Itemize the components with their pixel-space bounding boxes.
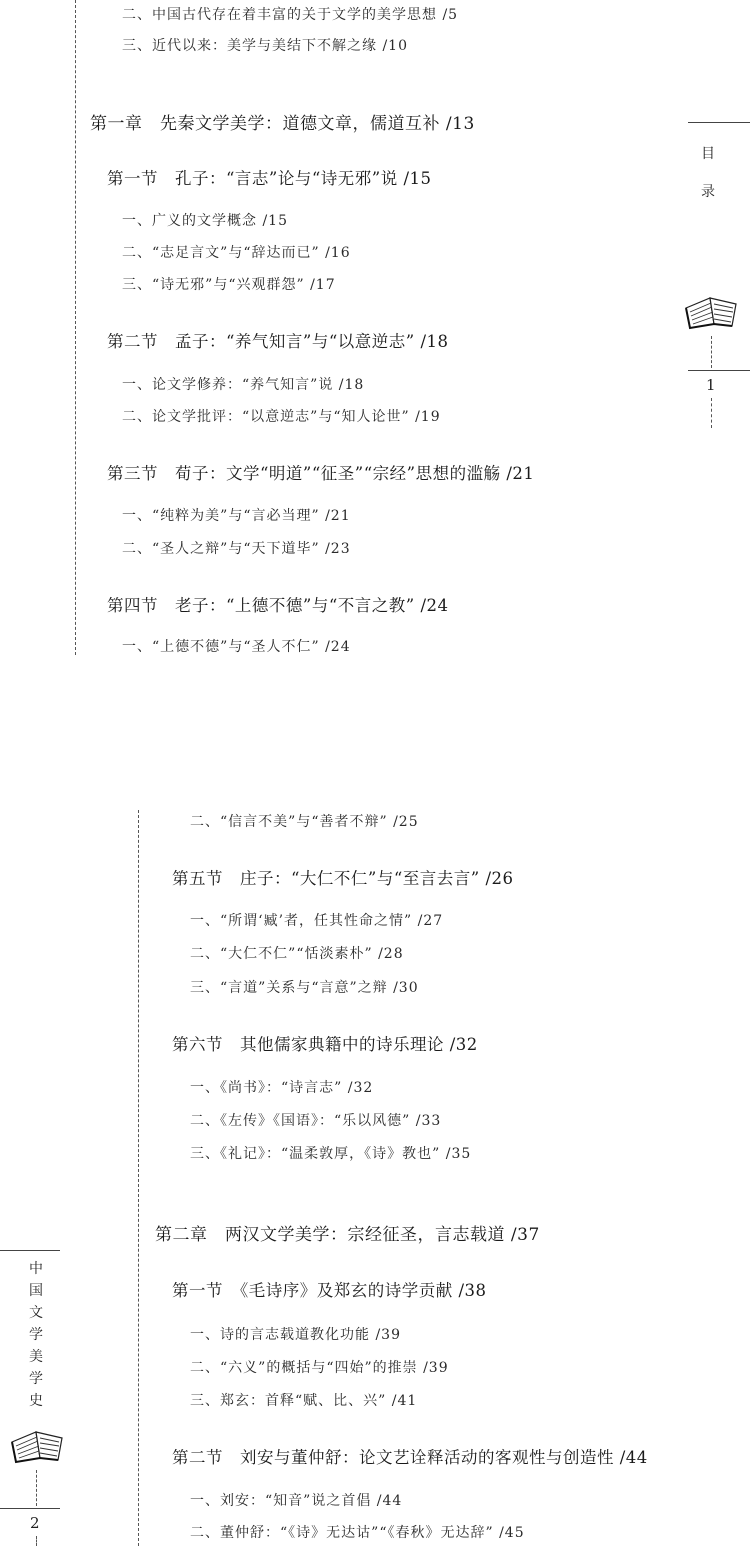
side-bottom-rule [0, 1508, 60, 1509]
section-heading: 第一节 孔子：“言志”论与“诗无邪”说 /15 [107, 169, 432, 188]
toc-page-1 [0, 0, 750, 660]
toc-entry: 二、论文学批评：“以意逆志”与“知人论世” /19 [122, 409, 441, 425]
page-number: 1 [706, 376, 716, 394]
section-heading: 第三节 荀子：文学“明道”“征圣”“宗经”思想的滥觞 /21 [107, 464, 535, 483]
section-heading: 第四节 老子：“上德不德”与“不言之教” /24 [107, 596, 449, 615]
side-top-rule [0, 1250, 60, 1251]
toc-entry: 二、董仲舒：“《诗》无达诂”“《春秋》无达辞” /45 [190, 1525, 525, 1541]
toc-entry: 二、“六义”的概括与“四始”的推崇 /39 [190, 1360, 449, 1376]
side-label-char: 文 [29, 1305, 43, 1321]
chapter-heading: 第一章 先秦文学美学：道德文章，儒道互补 /13 [90, 114, 475, 134]
toc-entry: 一、广义的文学概念 /15 [122, 213, 288, 229]
side-label-char: 中 [29, 1261, 43, 1277]
toc-entry: 一、《尚书》：“诗言志” /32 [190, 1080, 374, 1096]
side-label [698, 135, 718, 211]
toc-entry: 二、中国古代存在着丰富的关于文学的美学思想 /5 [122, 7, 459, 23]
toc-entry: 二、“大仁不仁”“恬淡素朴” /28 [190, 946, 404, 962]
toc-entry: 三、“言道”关系与“言意”之辩 /30 [190, 980, 419, 996]
side-bottom-rule [688, 370, 750, 371]
toc-entry: 一、诗的言志载道教化功能 /39 [190, 1327, 401, 1343]
left-margin-dotted-line [75, 0, 76, 655]
side-label-char: 国 [29, 1283, 43, 1299]
side-top-rule [688, 122, 750, 123]
side-label-char: 学 [29, 1371, 43, 1387]
side-dotted-line [36, 1470, 37, 1506]
section-heading: 第二节 刘安与董仲舒：论文艺诠释活动的客观性与创造性 /44 [172, 1448, 648, 1467]
side-label-char: 学 [29, 1327, 43, 1343]
toc-entry: 二、“圣人之辩”与“天下道毕” /23 [122, 541, 351, 557]
toc-entry: 一、“上德不德”与“圣人不仁” /24 [122, 639, 351, 655]
toc-entry: 三、“诗无邪”与“兴观群怨” /17 [122, 277, 336, 293]
open-book-icon [684, 294, 740, 330]
page-number: 2 [30, 1514, 40, 1532]
toc-entry: 一、“所谓‘臧’者，任其性命之情” /27 [190, 913, 444, 929]
toc-entry: 二、“信言不美”与“善者不辩” /25 [190, 814, 419, 830]
toc-entry: 一、“纯粹为美”与“言必当理” /21 [122, 508, 351, 524]
chapter-heading: 第二章 两汉文学美学：宗经征圣，言志载道 /37 [155, 1225, 540, 1245]
section-heading: 第五节 庄子：“大仁不仁”与“至言去言” /26 [172, 869, 514, 888]
section-heading: 第一节 《毛诗序》及郑玄的诗学贡献 /38 [172, 1281, 487, 1300]
toc-entry: 二、《左传》《国语》：“乐以风德” /33 [190, 1113, 442, 1129]
toc-entry: 二、“志足言文”与“辞达而已” /16 [122, 245, 351, 261]
open-book-icon [10, 1428, 66, 1464]
toc-entry: 一、论文学修养：“养气知言”说 /18 [122, 377, 365, 393]
side-dotted-line [36, 1536, 37, 1546]
section-heading: 第二节 孟子：“养气知言”与“以意逆志” /18 [107, 332, 449, 351]
toc-entry: 三、郑玄：首释“赋、比、兴” /41 [190, 1393, 418, 1409]
left-margin-dotted-line [138, 810, 139, 1546]
side-label [26, 1258, 46, 1412]
side-dotted-line [711, 336, 712, 368]
side-label-char: 录 [701, 184, 715, 200]
side-label-char: 美 [29, 1349, 43, 1365]
side-label-char: 目 [701, 146, 715, 162]
toc-page-2 [0, 800, 750, 1546]
section-heading: 第六节 其他儒家典籍中的诗乐理论 /32 [172, 1035, 478, 1054]
side-dotted-line [711, 398, 712, 428]
side-label-char: 史 [29, 1393, 43, 1409]
toc-entry: 三、近代以来：美学与美结下不解之缘 /10 [122, 38, 408, 54]
toc-entry: 三、《礼记》：“温柔敦厚，《诗》教也” /35 [190, 1146, 472, 1162]
toc-entry: 一、刘安：“知音”说之首倡 /44 [190, 1493, 403, 1509]
